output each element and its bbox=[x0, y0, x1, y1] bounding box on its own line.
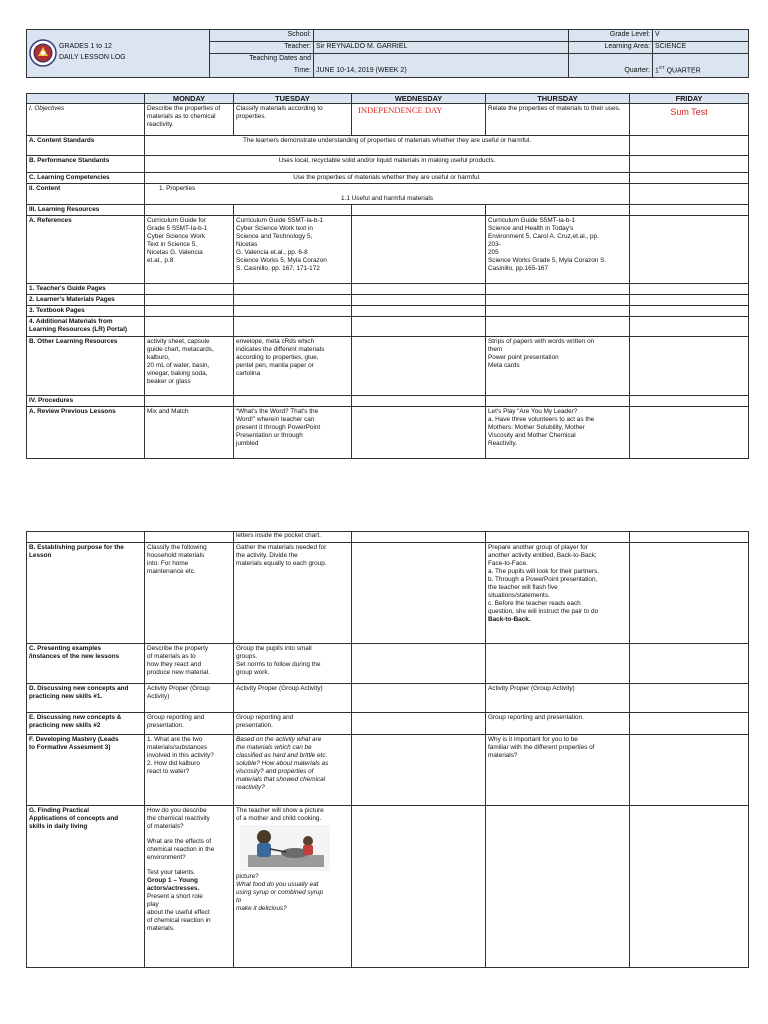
discussing2-mon-line: Group reporting and bbox=[147, 714, 205, 721]
examples-mon-line: how they react and bbox=[147, 661, 201, 668]
empty-cell bbox=[630, 337, 749, 396]
ref-tue-line: Curriculum Guide S5MT-Ia-b-1 bbox=[236, 217, 324, 225]
content-label: II. Content bbox=[27, 184, 145, 205]
discussing2-label-line: E. Discussing new concepts & bbox=[29, 714, 122, 721]
empty-cell bbox=[630, 644, 749, 684]
purpose-label-line: B. Establishing purpose for the bbox=[29, 544, 124, 551]
school-value bbox=[314, 30, 569, 42]
applications-label-line: G. Finding Practical bbox=[29, 807, 90, 814]
row-objectives bbox=[27, 104, 749, 136]
performance-standards-label: B. Performance Standards bbox=[27, 156, 145, 173]
log-title-1: GRADES 1 to 12 bbox=[58, 43, 112, 51]
empty-cell bbox=[630, 317, 749, 337]
empty-cell bbox=[630, 396, 749, 407]
applications-mon-line: chemical reaction in the bbox=[147, 846, 215, 853]
applications-mon-line: materials. bbox=[147, 925, 175, 932]
quarter-value bbox=[653, 54, 749, 78]
ref-mon-line: Cyber Science Work bbox=[147, 233, 206, 241]
applications-tue bbox=[234, 806, 352, 968]
review-thu-line: a. Have three volunteers to act as the bbox=[488, 416, 595, 424]
empty-cell bbox=[486, 532, 630, 543]
discussing1-thu: Activity Proper (Group Activity) bbox=[486, 684, 630, 713]
tb-pages-label: 3. Textbook Pages bbox=[27, 306, 145, 317]
purpose-mon-line: Classify the following bbox=[147, 544, 207, 551]
empty-cell bbox=[352, 735, 486, 806]
mastery-thu-line: Why is it important for you to be bbox=[488, 736, 578, 743]
examples-mon bbox=[145, 644, 234, 684]
empty-cell bbox=[486, 284, 630, 295]
empty-cell bbox=[234, 205, 352, 216]
purpose-mon-line: into: For home bbox=[147, 560, 189, 567]
empty-cell bbox=[352, 532, 486, 543]
discussing2-label bbox=[27, 713, 145, 735]
lesson-table-page1 bbox=[26, 93, 749, 459]
ref-mon-line: Text in Science 5, bbox=[147, 241, 198, 249]
empty-cell bbox=[630, 543, 749, 644]
corner-cell bbox=[27, 94, 145, 104]
ref-thu-line: 203- bbox=[488, 241, 501, 249]
day-tuesday: TUESDAY bbox=[234, 94, 352, 104]
references-mon bbox=[145, 216, 234, 284]
teacher-label: Teacher: bbox=[210, 42, 314, 54]
mastery-thu-line: familiar with the different properties of bbox=[488, 744, 595, 751]
other-thu-line: Power point presentation bbox=[488, 354, 559, 362]
dates-value: JUNE 10-14, 2019 (WEEK 2) bbox=[314, 54, 569, 78]
discussing2-tue bbox=[234, 713, 352, 735]
purpose-thu-line: question, she will instruct the pair to do bbox=[488, 608, 599, 615]
content-standards-text: The learners demonstrate understanding of properties of materials whether they are useful or harmful. bbox=[145, 136, 630, 156]
purpose-thu-bold: Back-to-Back. bbox=[488, 616, 531, 623]
discussing1-label-line: D. Discussing new concepts and bbox=[29, 685, 129, 692]
empty-cell bbox=[352, 644, 486, 684]
references-tue bbox=[234, 216, 352, 284]
empty-cell bbox=[486, 644, 630, 684]
mastery-label-line: F. Developing Mastery (Leads bbox=[29, 736, 119, 743]
empty-cell bbox=[352, 205, 486, 216]
examples-mon-line: produce new material. bbox=[147, 669, 210, 676]
other-mon-line: activity sheet, capsule bbox=[147, 338, 210, 346]
ref-tue-line: Science Works 5, Myla Corazon bbox=[236, 257, 327, 265]
examples-tue-line: groups. bbox=[236, 653, 258, 660]
applications-mon-line: environment? bbox=[147, 854, 186, 861]
empty-cell bbox=[352, 337, 486, 396]
applications-tue-italic: using syrup or combined syrup bbox=[236, 889, 324, 896]
tg-pages-label: 1. Teacher's Guide Pages bbox=[27, 284, 145, 295]
applications-label-line: skills in daily living bbox=[29, 823, 88, 830]
examples-label bbox=[27, 644, 145, 684]
ref-tue-line: Science and Technology 5, bbox=[236, 233, 313, 241]
mastery-tue bbox=[234, 735, 352, 806]
applications-mon-line: Test your talents. bbox=[147, 869, 196, 876]
school-label: School: bbox=[210, 30, 314, 42]
empty-cell bbox=[234, 295, 352, 306]
header-logo-cell bbox=[27, 30, 210, 78]
applications-tue-line: of a mother and child cooking. bbox=[236, 815, 322, 822]
review-mon: Mix and Match bbox=[145, 407, 234, 459]
empty-cell bbox=[145, 396, 234, 407]
applications-mon-line: Present a short role bbox=[147, 893, 203, 900]
empty-cell bbox=[486, 295, 630, 306]
other-tue-line: according to properties, glue, bbox=[236, 354, 319, 362]
ref-thu-line: Science and Health in Today's bbox=[488, 225, 574, 233]
empty-cell bbox=[630, 684, 749, 713]
content-text bbox=[145, 184, 630, 205]
other-thu-line: Strips of papers with words written on bbox=[488, 338, 595, 346]
applications-mon-bold: Group 1 – Young bbox=[147, 877, 198, 884]
quarter-number: 1 bbox=[655, 67, 659, 75]
empty-cell bbox=[352, 806, 486, 968]
other-resources-label: B. Other Learning Resources bbox=[27, 337, 145, 396]
performance-standards-text: Uses local, recyclable solid and/or liquid materials in making useful products. bbox=[145, 156, 630, 173]
applications-tue-italic: to bbox=[236, 897, 242, 904]
empty-cell bbox=[486, 396, 630, 407]
empty-cell bbox=[630, 156, 749, 173]
ref-thu-line: Curriculum Guide S5MT-Ia-b-1 bbox=[488, 217, 576, 225]
applications-mon-line: How do you describe bbox=[147, 807, 207, 814]
competencies-text: Use the properties of materials whether they are useful or harmful. bbox=[145, 173, 630, 184]
examples-tue-line: Group the pupils into small bbox=[236, 645, 312, 652]
purpose-thu-line: situations/statements. bbox=[488, 592, 550, 599]
other-thu-line: Meta cards bbox=[488, 362, 520, 370]
mastery-thu bbox=[486, 735, 630, 806]
purpose-thu-line: c. Before the teacher reads each bbox=[488, 600, 581, 607]
review-thu-line: Reactivity. bbox=[488, 440, 518, 448]
applications-mon-bold: actors/actresses. bbox=[147, 885, 200, 892]
carry-over-tue: letters inside the pocket chart. bbox=[234, 532, 352, 543]
empty-cell bbox=[352, 713, 486, 735]
log-title-2: DAILY LESSON LOG bbox=[58, 54, 126, 61]
empty-cell bbox=[630, 407, 749, 459]
discussing2-mon-line: presentation. bbox=[147, 722, 184, 729]
review-thu bbox=[486, 407, 630, 459]
empty-cell bbox=[234, 284, 352, 295]
empty-cell bbox=[352, 295, 486, 306]
examples-mon-line: Describe the property bbox=[147, 645, 209, 652]
quarter-suffix: ST bbox=[658, 64, 665, 70]
empty-cell bbox=[234, 317, 352, 337]
mastery-tue-line: materials that showed chemical bbox=[236, 776, 326, 783]
mastery-label bbox=[27, 735, 145, 806]
empty-cell bbox=[630, 173, 749, 184]
applications-tue-italic: make it delicious? bbox=[236, 905, 287, 912]
area-label: Learning Area: bbox=[569, 42, 653, 54]
content-standards-label: A. Content Standards bbox=[27, 136, 145, 156]
other-mon-line: beaker or glass bbox=[147, 378, 191, 386]
references-thu bbox=[486, 216, 630, 284]
objectives-label: I. Objectives bbox=[27, 104, 145, 136]
mastery-mon-line: 1. What are the two bbox=[147, 736, 203, 743]
mastery-tue-line: classified as hard and brittle etc. bbox=[236, 752, 328, 759]
mastery-mon-line: react to water? bbox=[147, 768, 190, 775]
purpose-thu-line: Prepare another group of player for bbox=[488, 544, 588, 551]
empty-cell bbox=[352, 396, 486, 407]
deped-seal-icon bbox=[29, 39, 57, 67]
empty-cell bbox=[630, 295, 749, 306]
empty-cell bbox=[234, 306, 352, 317]
dates-label-1: Teaching Dates and bbox=[210, 54, 314, 66]
other-mon-line: guide chart, metacards, bbox=[147, 346, 214, 354]
ref-thu-line: Environment 5, Carol A. Cruz,et.al., pp. bbox=[488, 233, 599, 241]
examples-tue bbox=[234, 644, 352, 684]
applications-mon-line: play bbox=[147, 901, 159, 908]
mastery-mon-line: involved in this activity? bbox=[147, 752, 214, 759]
additional-line: 4. Additional Materials from bbox=[29, 318, 113, 326]
grade-label: Grade Level: bbox=[569, 30, 653, 42]
examples-mon-line: of materials as to bbox=[147, 653, 196, 660]
objectives-fri: Sum Test bbox=[630, 104, 749, 136]
empty-cell bbox=[352, 407, 486, 459]
mastery-mon bbox=[145, 735, 234, 806]
content-line-1: 1. Properties bbox=[159, 185, 196, 193]
references-label: A. References bbox=[27, 216, 145, 284]
other-tue-line: envelope, meta cRds which bbox=[236, 338, 315, 346]
discussing1-label bbox=[27, 684, 145, 713]
applications-mon-line: the chemical reactivity bbox=[147, 815, 210, 822]
other-mon-line: vinegar, baking soda, bbox=[147, 370, 208, 378]
purpose-thu-line: Face-to-Face. bbox=[488, 560, 528, 567]
ref-thu-line: Science Works Grade 5, Myla Corazon S. bbox=[488, 257, 607, 265]
empty-cell bbox=[145, 205, 234, 216]
examples-label-line: /instances of the new lessons bbox=[29, 653, 120, 660]
ref-mon-line: Grade 5 S5MT-Ia-b-1 bbox=[147, 225, 208, 233]
day-wednesday: WEDNESDAY bbox=[352, 94, 486, 104]
empty-cell bbox=[630, 184, 749, 205]
empty-cell bbox=[352, 306, 486, 317]
applications-mon-line: of chemical reaction in bbox=[147, 917, 211, 924]
empty-cell bbox=[352, 284, 486, 295]
lesson-table-page2 bbox=[26, 531, 749, 968]
review-thu-line: Mothers: Mother Solubility, Mother bbox=[488, 424, 585, 432]
other-mon-line: 20 mL of water, basin, bbox=[147, 362, 210, 370]
mastery-thu-line: materials? bbox=[488, 752, 518, 759]
discussing2-tue-line: presentation. bbox=[236, 722, 273, 729]
other-resources-thu bbox=[486, 337, 630, 396]
other-thu-line: them bbox=[488, 346, 503, 354]
discussing2-thu: Group reporting and presentation. bbox=[486, 713, 630, 735]
review-thu-line: Viscosity and Mother Chemical bbox=[488, 432, 576, 440]
empty-cell bbox=[486, 806, 630, 968]
discussing1-mon-line: Activity) bbox=[147, 693, 170, 700]
empty-cell bbox=[352, 543, 486, 644]
review-label: A. Review Previous Lessons bbox=[27, 407, 145, 459]
discussing1-mon-line: Activity Proper (Group bbox=[147, 685, 210, 692]
empty-cell bbox=[630, 136, 749, 156]
applications-label bbox=[27, 806, 145, 968]
review-tue-line: Presentation or through bbox=[236, 432, 303, 440]
examples-tue-line: group work. bbox=[236, 669, 270, 676]
review-tue-line: jumbled bbox=[236, 440, 259, 448]
purpose-thu-line: another activity entitled, Back-to-Back; bbox=[488, 552, 597, 559]
ref-mon-line: Nicetas G. Valencia bbox=[147, 249, 203, 257]
mastery-tue-line: viscosity? and properties of bbox=[236, 768, 314, 775]
mastery-tue-line: the materials which can be bbox=[236, 744, 312, 751]
discussing1-tue: Activity Proper (Group Activity) bbox=[234, 684, 352, 713]
purpose-mon-line: maintenance etc. bbox=[147, 568, 196, 575]
day-thursday: THURSDAY bbox=[486, 94, 630, 104]
discussing2-label-line: practicing new skills #2 bbox=[29, 722, 101, 729]
purpose-tue-line: materials equally to each group. bbox=[236, 560, 327, 567]
empty-cell bbox=[352, 317, 486, 337]
purpose-tue-line: Gather the materials needed for bbox=[236, 544, 327, 551]
content-line-2: 1.1 Useful and harmful materials bbox=[341, 195, 433, 203]
discussing1-mon bbox=[145, 684, 234, 713]
empty-cell bbox=[352, 684, 486, 713]
empty-cell bbox=[145, 295, 234, 306]
teacher-value: Sir REYNALDO M. GARRIEL bbox=[314, 42, 569, 54]
applications-mon bbox=[145, 806, 234, 968]
applications-mon-line: of materials? bbox=[147, 823, 184, 830]
grade-value: V bbox=[653, 30, 749, 42]
other-tue-line: pentel pen, manila paper or bbox=[236, 362, 314, 370]
empty-cell bbox=[234, 396, 352, 407]
empty-cell bbox=[486, 317, 630, 337]
header-table bbox=[26, 29, 749, 78]
applications-tue-line: The teacher will show a picture bbox=[236, 807, 324, 814]
applications-label-line: Applications of concepts and bbox=[29, 815, 119, 822]
other-resources-mon bbox=[145, 337, 234, 396]
mastery-tue-line: soluble? How about materials as bbox=[236, 760, 329, 767]
ref-thu-line: Casinillo, pp.165-167 bbox=[488, 265, 549, 273]
review-thu-line: Let's Play “Are You My Leader? bbox=[488, 408, 578, 416]
ref-mon-line: Curriculum Guide for bbox=[147, 217, 206, 225]
other-tue-line: indicates the different materials bbox=[236, 346, 325, 354]
empty-cell bbox=[145, 306, 234, 317]
area-value: SCIENCE bbox=[653, 42, 749, 54]
quarter-label: Quarter: bbox=[569, 54, 653, 78]
empty-cell bbox=[630, 806, 749, 968]
empty-cell bbox=[145, 284, 234, 295]
review-tue-line: “What's the Word? That's the bbox=[236, 408, 319, 416]
mastery-tue-line: Based on the activity what are bbox=[236, 736, 322, 743]
examples-tue-line: Set norms to follow during the bbox=[236, 661, 321, 668]
applications-mon-line: about the useful effect bbox=[147, 909, 210, 916]
objectives-thu: Relate the properties of materials to their uses. bbox=[486, 104, 630, 136]
review-tue-line: present it through PowerPoint bbox=[236, 424, 321, 432]
ref-tue-line: Cyber Science Work text in bbox=[236, 225, 313, 233]
discussing2-mon bbox=[145, 713, 234, 735]
dates-label-2: Time: bbox=[210, 66, 314, 78]
purpose-label bbox=[27, 543, 145, 644]
objectives-mon: Describe the properties of materials as to chemical reactivity. bbox=[145, 104, 234, 136]
competencies-label: C. Learning Competencies bbox=[27, 173, 145, 184]
ref-mon-line: et.al., p.8 bbox=[147, 257, 174, 265]
empty-cell bbox=[145, 317, 234, 337]
other-resources-tue bbox=[234, 337, 352, 396]
purpose-thu bbox=[486, 543, 630, 644]
mother-child-cooking-image bbox=[240, 825, 330, 871]
mastery-mon-line: 2. How did kalburo bbox=[147, 760, 200, 767]
empty-cell bbox=[630, 532, 749, 543]
objectives-tue: Classify materials according to properties. bbox=[234, 104, 352, 136]
purpose-thu-line: b. Through a PowerPoint presentation, bbox=[488, 576, 598, 583]
day-friday: FRIDAY bbox=[630, 94, 749, 104]
discussing2-tue-line: Group reporting and bbox=[236, 714, 294, 721]
ref-tue-line: S. Casinillo, pp. 167, 171-172 bbox=[236, 265, 320, 273]
mastery-tue-line: reactivity? bbox=[236, 784, 265, 791]
review-tue bbox=[234, 407, 352, 459]
purpose-mon-line: household materials bbox=[147, 552, 205, 559]
empty-cell bbox=[145, 532, 234, 543]
applications-mon-line: What are the effects of bbox=[147, 838, 212, 845]
other-tue-line: cartolina bbox=[236, 370, 261, 378]
ref-thu-line: 205 bbox=[488, 249, 499, 257]
empty-cell bbox=[630, 284, 749, 295]
additional-label bbox=[27, 317, 145, 337]
review-tue-line: Word!” wherein teacher can bbox=[236, 416, 315, 424]
empty-cell bbox=[630, 735, 749, 806]
purpose-tue bbox=[234, 543, 352, 644]
mastery-label-line: to Formative Assesment 3) bbox=[29, 744, 111, 751]
lm-pages-label: 2. Learner's Materials Pages bbox=[27, 295, 145, 306]
purpose-tue-line: the activity. Divide the bbox=[236, 552, 298, 559]
purpose-thu-line: a. The pupils will look for their partners. bbox=[488, 568, 600, 575]
purpose-thu-line: the teacher will flash five bbox=[488, 584, 558, 591]
discussing1-label-line: practicing new skills #1. bbox=[29, 693, 103, 700]
other-mon-line: kalburo, bbox=[147, 354, 170, 362]
empty-cell bbox=[630, 306, 749, 317]
mastery-mon-line: materials/substances bbox=[147, 744, 208, 751]
empty-cell bbox=[352, 216, 486, 284]
purpose-mon bbox=[145, 543, 234, 644]
empty-cell bbox=[27, 532, 145, 543]
empty-cell bbox=[630, 216, 749, 284]
examples-label-line: C. Presenting examples bbox=[29, 645, 102, 652]
ref-tue-line: G. Valencia et.al., pp. 6-8 bbox=[236, 249, 308, 257]
ref-tue-line: Nicetas bbox=[236, 241, 258, 249]
additional-line: Learning Resources (LR) Portal) bbox=[29, 326, 128, 334]
resources-label: III. Learning Resources bbox=[27, 205, 145, 216]
empty-cell bbox=[486, 205, 630, 216]
objectives-wed: INDEPENDENCE DAY bbox=[352, 104, 486, 136]
empty-cell bbox=[486, 306, 630, 317]
applications-tue-line: picture? bbox=[236, 873, 259, 880]
empty-cell bbox=[630, 205, 749, 216]
empty-cell bbox=[630, 713, 749, 735]
day-monday: MONDAY bbox=[145, 94, 234, 104]
applications-tue-italic: What food do you usually eat bbox=[236, 881, 319, 888]
purpose-label-line: Lesson bbox=[29, 552, 52, 559]
quarter-text: QUARTER bbox=[664, 67, 701, 75]
procedures-label: IV. Procedures bbox=[27, 396, 145, 407]
